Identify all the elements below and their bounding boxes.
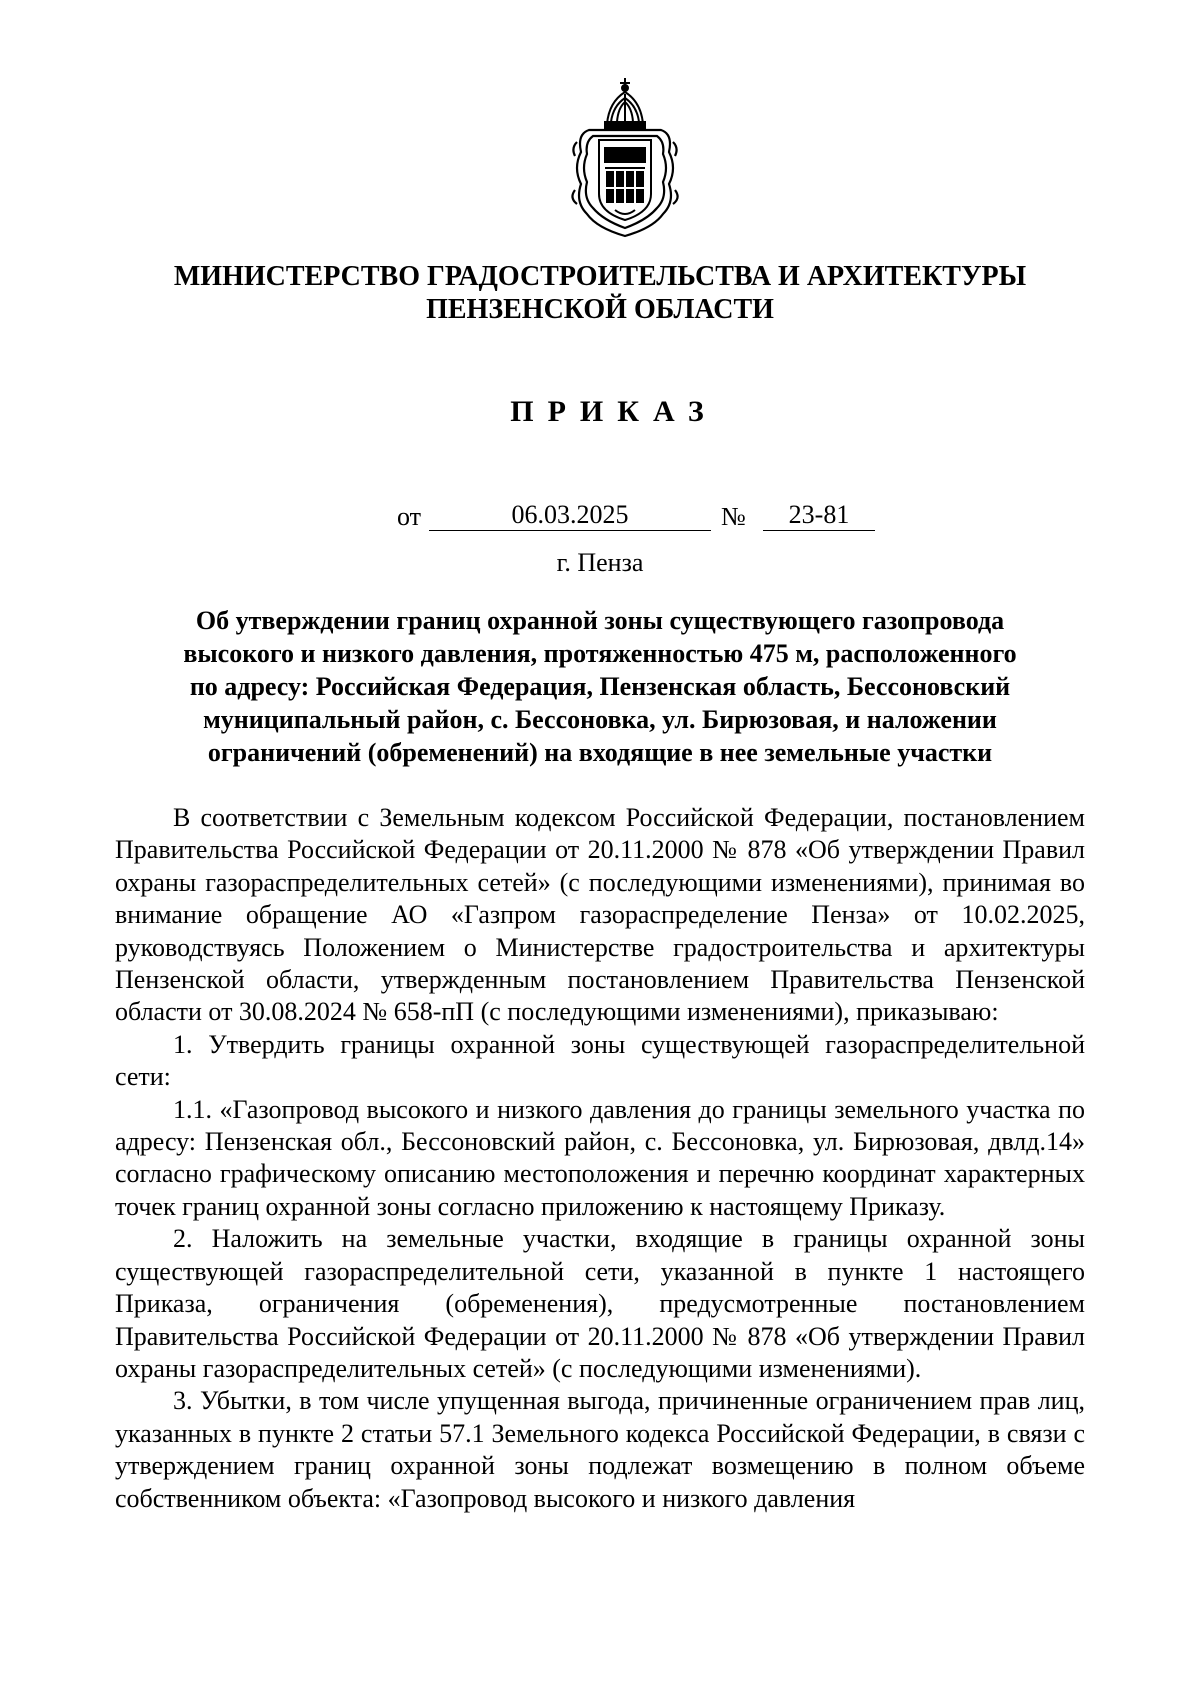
ministry-line-1: МИНИСТЕРСТВО ГРАДОСТРОИТЕЛЬСТВА И АРХИТЕКТУРЫ bbox=[173, 261, 1027, 292]
subject-line-5: ограничений (обременений) на входящие в нее земельные участки bbox=[207, 738, 993, 767]
city: г. Пенза bbox=[556, 548, 644, 577]
ministry-line-2: ПЕНЗЕНСКОЙ ОБЛАСТИ bbox=[426, 294, 774, 325]
order-body bbox=[115, 802, 1085, 1515]
coat-of-arms-icon bbox=[567, 72, 683, 242]
order-date: 06.03.2025 bbox=[429, 500, 711, 531]
paragraph-item-1-1: 1.1. «Газопровод высокого и низкого давления до границы земельного участка по адресу: Пензенская обл., Бессоновский район, с. Бессоновка, ул. Бирюзовая, двлд.14» согласно графическому описанию местоположения и перечню координат характерных точек границ охранной зоны согласно приложению к настоящему Приказу. bbox=[115, 1094, 1085, 1221]
subject-line-2: высокого и низкого давления, протяженностью 475 м, расположенного bbox=[183, 639, 1017, 668]
from-label: от bbox=[397, 502, 422, 531]
paragraph-item-3: 3. Убытки, в том числе упущенная выгода, причиненные ограничением прав лиц, указанных в пункте 2 статьи 57.1 Земельного кодекса Российской Федерации, в связи с утверждением границ охранной зоны подлежат возмещению в полном объеме собственником объекта: «Газопровод высокого и низкого давления bbox=[115, 1386, 1085, 1513]
order-number: 23-81 bbox=[763, 500, 875, 531]
number-label: № bbox=[721, 502, 746, 531]
subject-line-1: Об утверждении границ охранной зоны существующего газопровода bbox=[195, 606, 1005, 635]
order-subject bbox=[150, 604, 1050, 769]
subject-line-3: по адресу: Российская Федерация, Пензенская область, Бессоновский bbox=[189, 672, 1011, 701]
paragraph-item-2: 2. Наложить на земельные участки, входящие в границы охранной зоны существующей газораспределительной сети, указанной в пункте 1 настоящего Приказа, ограничения (обременения), предусмотренные постановлением Правительства Российской Федерации от 20.11.2000 № 878 «Об утверждении Правил охраны газораспределительных сетей» (с последующими изменениями). bbox=[115, 1224, 1085, 1383]
paragraph-preamble: В соответствии с Земельным кодексом Российской Федерации, постановлением Правительства Российской Федерации от 20.11.2000 № 878 «Об утверждении Правил охраны газораспределительных сетей» (с последующими изменениями), принимая во внимание обращение АО «Газпром газораспределение Пенза» от 10.02.2025, руководствуясь Положением о Министерстве градостроительства и архитектуры Пензенской области, утвержденным постановлением Правительства Пензенской области от 30.08.2024 № 658-пП (с последующими изменениями), приказываю: bbox=[115, 803, 1085, 1027]
paragraph-item-1: 1. Утвердить границы охранной зоны существующей газораспределительной сети: bbox=[115, 1029, 1085, 1092]
order-title: ПРИКАЗ bbox=[510, 395, 718, 428]
ministry-name bbox=[150, 260, 1050, 326]
subject-line-4: муниципальный район, с. Бессоновка, ул. Бирюзовая, и наложении bbox=[203, 705, 997, 734]
